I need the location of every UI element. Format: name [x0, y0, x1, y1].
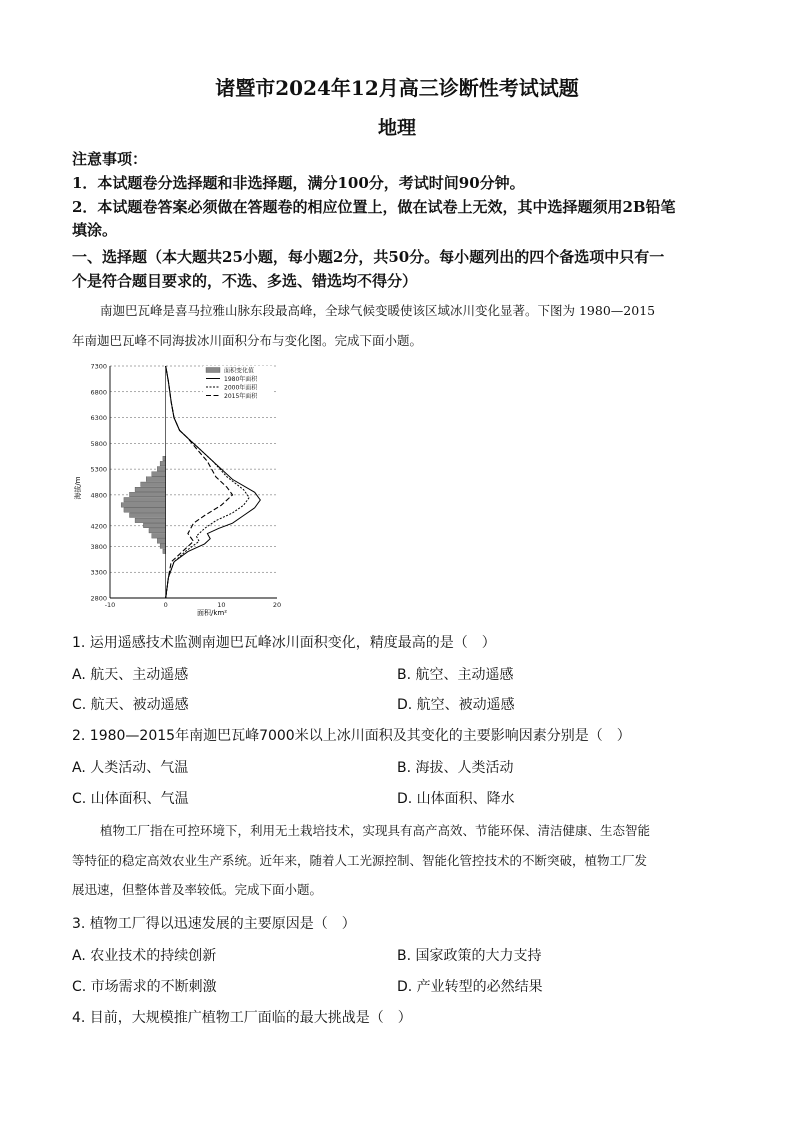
x-tick-label: -10	[104, 601, 116, 609]
change-bar	[160, 544, 166, 549]
change-bar	[121, 503, 166, 508]
q1-option-b[interactable]: B. 航空、主动遥感	[397, 667, 514, 683]
change-bar	[135, 518, 166, 523]
x-axis-label: 面积/km²	[196, 609, 228, 617]
notice-item-2-cont: 填涂。	[72, 221, 118, 239]
notice-item-1: 1．本试题卷分选择题和非选择题，满分100分，考试时间90分钟。	[72, 174, 525, 192]
q1-stem: 1. 运用遥感技术监测南迦巴瓦峰冰川面积变化，精度最高的是（ ）	[72, 635, 496, 651]
legend-swatch-bars	[206, 368, 220, 373]
q2-option-d[interactable]: D. 山体面积、降水	[397, 791, 515, 807]
change-bar	[135, 487, 166, 492]
y-tick-label: 3300	[90, 568, 107, 577]
passage1-line2: 年南迦巴瓦峰不同海拔冰川面积分布与变化图。完成下面小题。	[72, 333, 423, 348]
legend-label: 1980年面积	[224, 375, 258, 383]
page-title: 诸暨市2024年12月高三诊断性考试试题	[215, 76, 579, 100]
y-tick-label: 4200	[90, 522, 107, 531]
passage2-line3: 展迅速，但整体普及率较低。完成下面小题。	[72, 882, 323, 897]
q2-option-c[interactable]: C. 山体面积、气温	[72, 791, 189, 807]
legend-label: 2000年面积	[224, 384, 258, 392]
section-heading: 一、选择题（本大题共25小题，每小题2分，共50分。每小题列出的四个备选项中只有一	[72, 248, 665, 266]
q4-stem: 4. 目前，大规模推广植物工厂面临的最大挑战是（ ）	[72, 1010, 412, 1026]
y-tick-label: 6800	[90, 388, 107, 397]
change-bar	[163, 549, 166, 554]
change-bar	[157, 539, 165, 544]
change-bar	[157, 467, 165, 472]
q1-option-c[interactable]: C. 航天、被动遥感	[72, 697, 189, 713]
notice-item-2: 2．本试题卷答案必须做在答题卷的相应位置上，做在试卷上无效，其中选择题须用2B铅笔	[72, 198, 676, 216]
y-tick-label: 2800	[90, 594, 107, 603]
change-bars	[121, 456, 166, 553]
q2-option-b[interactable]: B. 海拔、人类活动	[397, 760, 514, 776]
q1-option-a[interactable]: A. 航天、主动遥感	[72, 667, 189, 683]
change-bar	[124, 497, 166, 502]
y-axis-label: 海拔/m	[74, 476, 82, 500]
q2-stem: 2. 1980—2015年南迦巴瓦峰7000米以上冰川面积及其变化的主要影响因素分别是（ ）	[72, 728, 631, 744]
x-tick-label: 20	[272, 601, 282, 609]
change-bar	[152, 472, 166, 477]
y-tick-label: 4800	[90, 491, 107, 500]
x-tick-label: 0	[163, 601, 168, 609]
change-bar	[160, 461, 166, 466]
y-tick-label: 7300	[90, 362, 107, 371]
passage2-line1: 植物工厂指在可控环境下，利用无土栽培技术，实现具有高产高效、节能环保、清洁健康、生态智能	[100, 823, 651, 838]
change-bar	[152, 534, 166, 539]
q3-option-b[interactable]: B. 国家政策的大力支持	[397, 948, 542, 964]
y-tick-label: 3800	[90, 542, 107, 551]
subject-title: 地理	[377, 117, 416, 139]
q1-option-d[interactable]: D. 航空、被动遥感	[397, 697, 515, 713]
q3-option-d[interactable]: D. 产业转型的必然结果	[397, 979, 543, 995]
change-bar	[141, 482, 166, 487]
change-bar	[129, 492, 165, 497]
change-bar	[146, 477, 165, 482]
change-bar	[143, 523, 165, 528]
change-bar	[124, 508, 166, 513]
x-tick-label: 10	[217, 601, 226, 609]
y-tick-label: 5800	[90, 439, 107, 448]
change-bar	[129, 513, 165, 518]
q2-option-a[interactable]: A. 人类活动、气温	[72, 760, 189, 776]
chart-legend	[203, 366, 273, 408]
passage1-line1: 南迦巴瓦峰是喜马拉雅山脉东段最高峰，全球气候变暖使该区域冰川变化显著。下图为 1980—2015	[100, 303, 656, 318]
q3-option-c[interactable]: C. 市场需求的不断刺激	[72, 979, 217, 995]
q3-option-a[interactable]: A. 农业技术的持续创新	[72, 948, 217, 964]
change-bar	[163, 456, 166, 461]
passage2-line2: 等特征的稳定高效农业生产系统。近年来，随着人工光源控制、智能化管控技术的不断突破，植物工厂发	[72, 853, 648, 868]
change-bar	[149, 528, 166, 533]
legend-label: 2015年面积	[224, 392, 258, 400]
legend-label: 面积变化值	[224, 367, 255, 375]
q3-stem: 3. 植物工厂得以迅速发展的主要原因是（ ）	[72, 916, 356, 932]
glacier-area-chart	[70, 358, 300, 620]
section-heading-cont: 个是符合题目要求的，不选、多选、错选均不得分）	[72, 272, 418, 290]
y-tick-label: 6300	[90, 414, 107, 423]
y-tick-label: 5300	[90, 465, 107, 474]
notice-heading: 注意事项：	[72, 150, 148, 168]
